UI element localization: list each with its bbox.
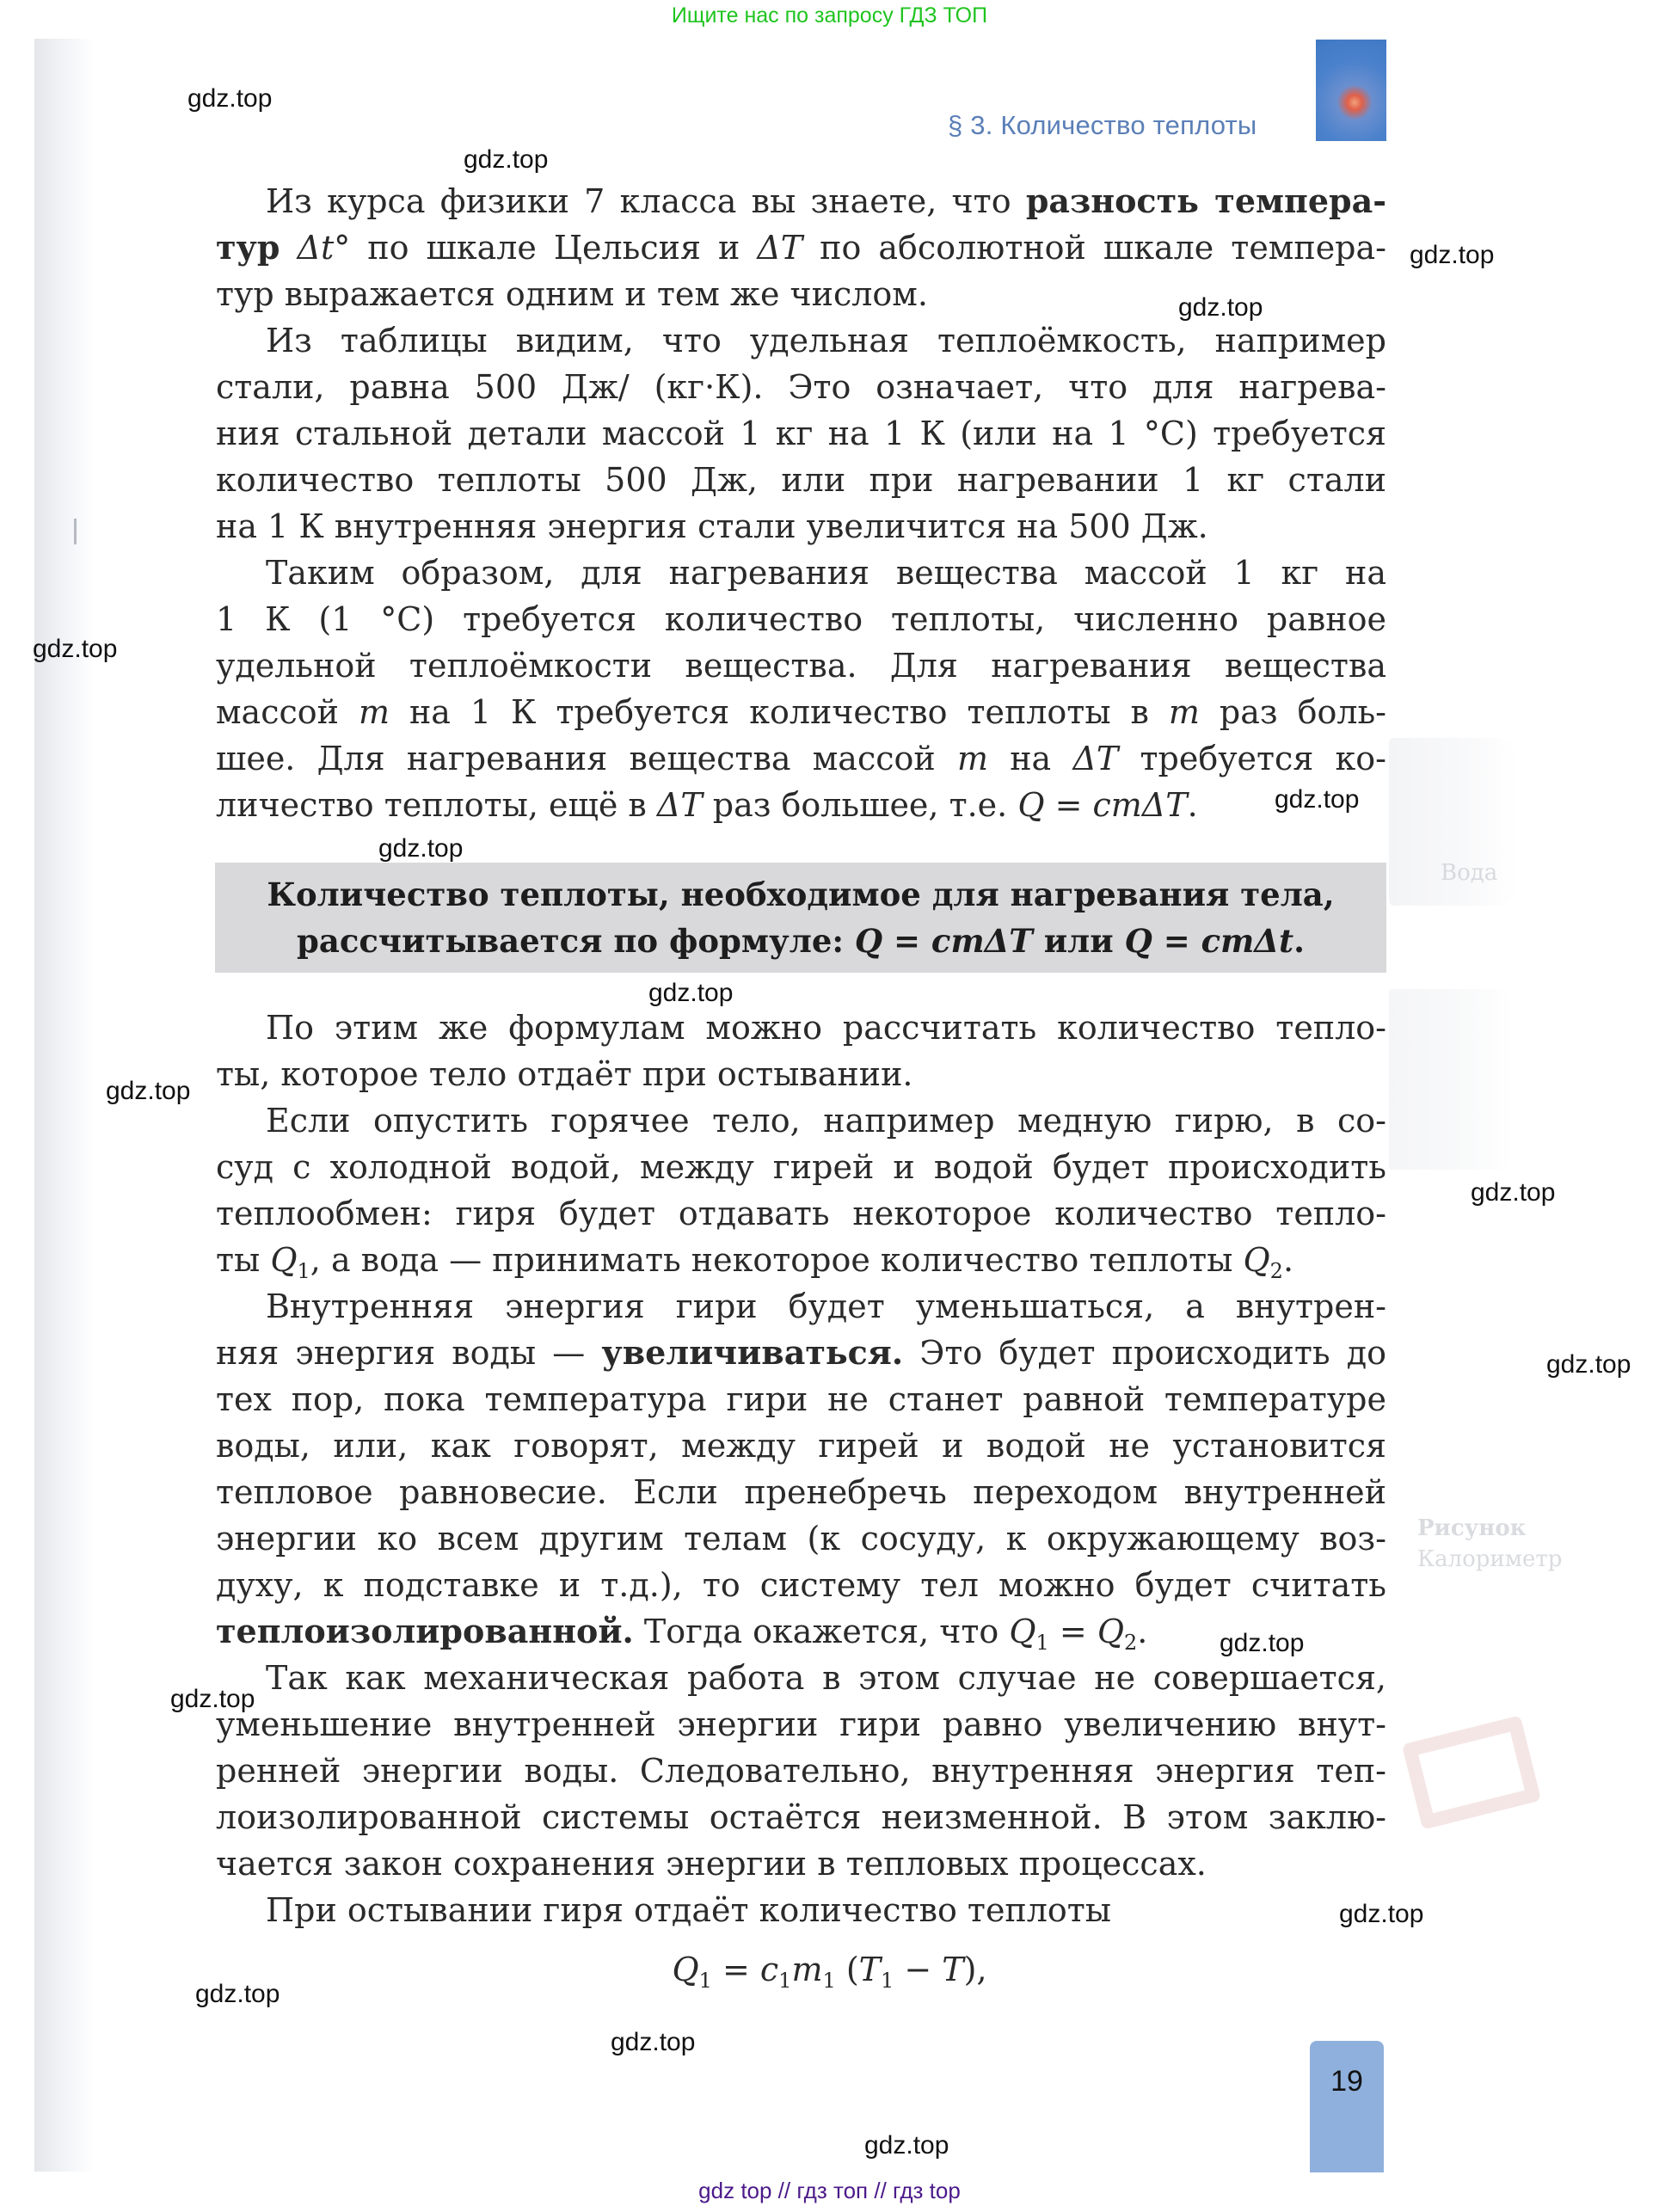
watermark-text: gdz.top	[1546, 1350, 1631, 1379]
text-line: Из таблицы видим, что удельная теплоёмкость, например	[266, 322, 1386, 359]
text-line: При остывании гиря отдаёт количество теплоты	[266, 1891, 1112, 1929]
bleed-through-icon	[1402, 1715, 1541, 1829]
bold-term: увеличиваться.	[601, 1333, 904, 1372]
math-symbol: m	[358, 693, 390, 731]
page-number-tab	[1310, 2041, 1384, 2172]
text-line: духу, к подставке и т.д.), то систему тел можно будет считать	[216, 1566, 1386, 1604]
subscript: 1	[297, 1259, 310, 1283]
formula-q1: $Q_1 = c_1m_1$ $(T_1 - T)$,	[672, 1951, 987, 1993]
body-text-bottom	[216, 1005, 1386, 1933]
math-symbol: m	[1168, 693, 1200, 731]
watermark-text: gdz.top	[1178, 293, 1263, 322]
text-line: теплоизолированной. Тогда окажется, что $Q_1 = Q_2$.	[216, 1612, 1148, 1655]
text-line: ренней энергии воды. Следовательно, внутренняя энергия теп-	[216, 1752, 1386, 1790]
text-line: ты, которое тело отдаёт при остывании.	[216, 1055, 913, 1093]
paragraph	[216, 1655, 1386, 1887]
math-symbol: Q	[1243, 1241, 1270, 1279]
section-title: § 3. Количество теплоты	[948, 110, 1257, 140]
text-line: шее. Для нагревания вещества массой m на ΔT требуется ко-	[216, 740, 1387, 777]
math-symbol: ΔT	[757, 229, 803, 267]
text-line: тепловое равновесие. Если пренебречь переходом внутренней	[216, 1473, 1386, 1511]
formula-q-cm-dt: Q = cmΔt	[1124, 922, 1294, 960]
watermark-text: gdz.top	[464, 145, 549, 174]
math-symbol: Δt°	[297, 229, 351, 267]
watermark-text: gdz.top	[1410, 241, 1495, 269]
body-text-top	[216, 178, 1386, 828]
subscript: 1	[822, 1969, 836, 1993]
math-symbol: Q = cmΔT	[1017, 786, 1188, 824]
math-symbol: − T	[894, 1951, 964, 1988]
subscript: 1	[698, 1969, 712, 1993]
page-gutter-shadow	[34, 39, 95, 2172]
text-line: на 1 К внутренняя энергия стали увеличится на 500 Дж.	[216, 507, 1208, 545]
text-line: чается закон сохранения энергии в тепловых процессах.	[216, 1845, 1207, 1883]
math-symbol: Q	[1009, 1613, 1036, 1650]
watermark-text: gdz.top	[187, 84, 273, 113]
bold-term: теплоизолированной.	[216, 1612, 634, 1650]
text-line: 1 К (1 °С) требуется количество теплоты, численно равное	[216, 600, 1386, 638]
math-symbol: ΔT	[1072, 740, 1119, 777]
math-symbol: Q	[270, 1241, 298, 1279]
watermark-text: gdz.top	[864, 2131, 949, 2160]
math-symbol: = Q	[1048, 1613, 1124, 1650]
text-line: тур Δt° по шкале Цельсия и ΔT по абсолютной шкале темпера-	[216, 228, 1387, 267]
watermark-text: gdz.top	[1220, 1629, 1305, 1657]
watermark-text: gdz.top	[378, 834, 464, 863]
bold-term: разность темпера-	[1025, 181, 1386, 220]
text-line: количество теплоты 500 Дж, или при нагревании 1 кг стали	[216, 461, 1386, 499]
text-line: Таким образом, для нагревания вещества массой 1 кг на	[266, 554, 1386, 592]
text-line: тур выражается одним и тем же числом.	[216, 275, 928, 313]
watermark-text: gdz.top	[1471, 1178, 1556, 1207]
subscript: 2	[1269, 1259, 1283, 1283]
text-line: Внутренняя энергия гири будет уменьшаться, а внутрен-	[266, 1287, 1386, 1325]
rule-period: .	[1293, 922, 1305, 960]
text-line: суд с холодной водой, между гирей и водой будет происходить	[216, 1148, 1386, 1186]
rule-text: рассчитывается по формуле:	[297, 922, 855, 960]
bleed-through-cylinder-bottom	[1389, 989, 1514, 1170]
math-symbol: ΔT	[656, 786, 703, 824]
paragraph	[216, 1887, 1386, 1933]
text-line: энергии ко всем другим телам (к сосуду, к окружающему воз-	[216, 1520, 1386, 1558]
text-line: стали, равна 500 Дж/ (кг·К). Это означает, что для нагрева-	[216, 368, 1386, 406]
formula-q-cm-dT: Q = cmΔT	[854, 922, 1033, 960]
text-line: теплообмен: гиря будет отдавать некоторое количество тепло-	[216, 1195, 1386, 1232]
math-symbol: m	[791, 1951, 823, 1988]
text-line: воды, или, как говорят, между гирей и водой не установится	[216, 1427, 1386, 1465]
text-line: уменьшение внутренней энергии гири равно увеличению внут-	[216, 1705, 1386, 1743]
margin-mark	[74, 519, 77, 544]
watermark-text: gdz.top	[1275, 785, 1360, 814]
bleed-through-caption-2: Калориметр	[1417, 1546, 1563, 1572]
text-line: Если опустить горячее тело, например медную гирю, в со-	[266, 1102, 1386, 1140]
text-line: Так как механическая работа в этом случае не совершается,	[266, 1659, 1386, 1697]
math-symbol: m	[956, 740, 988, 777]
watermark-text: gdz.top	[1339, 1900, 1424, 1928]
text-line: личество теплоты, ещё в ΔT раз большее, т.е. Q = cmΔT.	[216, 786, 1198, 824]
rule-or: или	[1032, 922, 1125, 960]
paragraph	[216, 1283, 1386, 1655]
text-line: ты $Q_1$, а вода — принимать некоторое количество теплоты $Q_2$.	[216, 1241, 1294, 1283]
watermark-text: gdz.top	[195, 1980, 280, 2008]
math-symbol: T	[858, 1951, 882, 1988]
bleed-through-word: Вода	[1441, 860, 1498, 886]
watermark-text: gdz.top	[611, 2028, 696, 2056]
rule-line-2	[215, 918, 1386, 964]
watermark-text: gdz.top	[170, 1685, 255, 1713]
page-number: 19	[1330, 2065, 1363, 2098]
text-line: тех пор, пока температура гири не станет равной температуре	[216, 1380, 1386, 1418]
search-banner: Ищите нас по запросу ГДЗ ТОП	[671, 3, 988, 28]
math-symbol: Q	[672, 1951, 699, 1988]
text-line: массой m на 1 К требуется количество теплоты в m раз боль-	[216, 693, 1387, 731]
rule-line-1: Количество теплоты, необходимое для нагревания тела,	[267, 876, 1335, 913]
text-line: Из курса физики 7 класса вы знаете, что разность темпера-	[266, 181, 1386, 220]
subscript: 1	[881, 1969, 894, 1993]
subscript: 2	[1123, 1631, 1138, 1655]
bleed-through-caption: Рисунок	[1417, 1515, 1527, 1541]
text-line: удельной теплоёмкости вещества. Для нагревания вещества	[216, 647, 1386, 685]
paragraph	[216, 1005, 1386, 1097]
paragraph	[216, 317, 1386, 550]
paragraph	[216, 1097, 1386, 1283]
footer-watermark: gdz top // гдз топ // гдз top	[698, 2178, 961, 2203]
highlighted-rule-box	[215, 863, 1386, 973]
watermark-text: gdz.top	[33, 635, 118, 663]
text-line: По этим же формулам можно рассчитать количество тепло-	[266, 1009, 1386, 1047]
watermark-text: gdz.top	[648, 979, 734, 1007]
math-symbol: = c	[711, 1951, 779, 1988]
text-line: лоизолированной системы остаётся неизменной. В этом заклю-	[216, 1798, 1386, 1836]
section-icon-tile	[1316, 40, 1386, 141]
watermark-text: gdz.top	[106, 1077, 191, 1105]
subscript: 1	[1035, 1631, 1049, 1655]
paragraph	[216, 550, 1386, 828]
bold-term: тур	[216, 228, 280, 267]
subscript: 1	[778, 1969, 792, 1993]
text-line: няя энергия воды — увеличиваться. Это будет происходить до	[216, 1333, 1386, 1372]
text-line: ния стальной детали массой 1 кг на 1 К (или на 1 °С) требуется	[216, 415, 1386, 452]
